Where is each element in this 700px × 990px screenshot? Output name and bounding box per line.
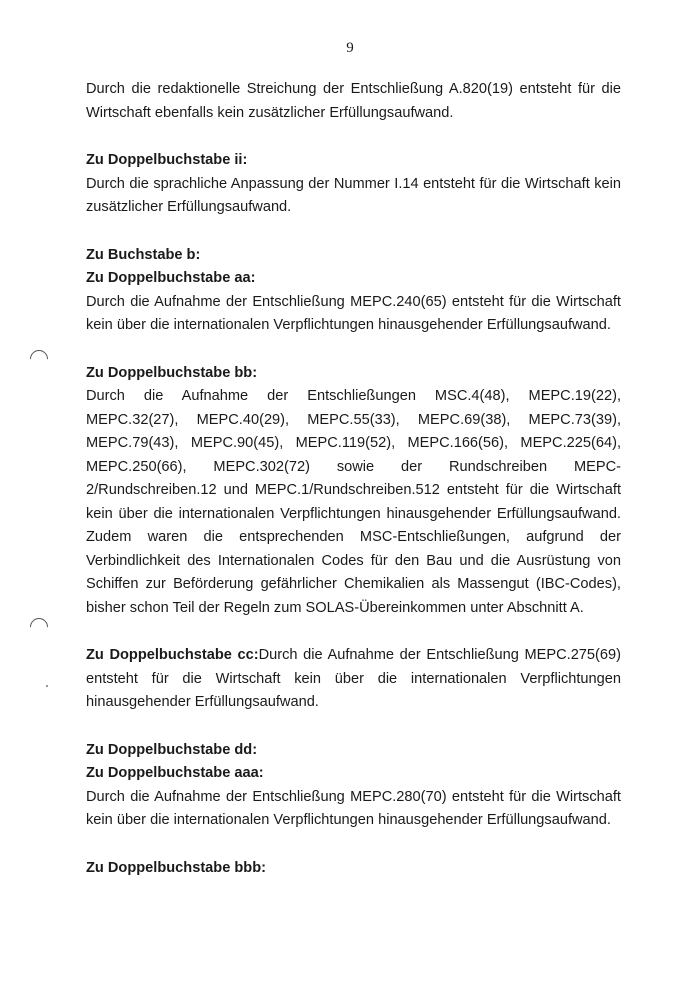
scan-speck (46, 685, 48, 687)
document-body (86, 78, 621, 880)
paragraph-cc: Durch die Aufnahme der Entschließung MEPC.275(69) entsteht für die Wirtschaft kein über die internationalen Verpflichtungen hinausgehender Erfüllungsaufwand. (86, 647, 621, 710)
paragraph-bb: Durch die Aufnahme der Entschließungen MSC.4(48), MEPC.19(22), MEPC.32(27), MEPC.40(29), MEPC.55(33), MEPC.69(38), MEPC.73(39), MEPC.79(43), MEPC.90(45), MEPC.119(52), MEPC.166(56), MEPC.225(64), MEPC.250(66), MEPC.302(72) sowie der Rundschreiben MEPC-2/Rundschreiben.12 und MEPC.1/Rundschreiben.512 entsteht für die Wirtschaft kein über die internationalen Verpflichtungen hinausgehender Erfüllungsaufwand. Zudem waren die entsprechenden MSC-Entschließungen, aufgrund der Verbindlichkeit des Internationalen Codes für den Bau und die Ausrüstung von Schiffen zur Beförderung gefährlicher Chemikalien als Massengut (IBC-Codes), bisher schon Teil der Regeln zum SOLAS-Übereinkommen unter Abschnitt A. (86, 388, 621, 616)
heading-doppelbuchstabe-bb: Zu Doppelbuchstabe bb: (86, 364, 258, 381)
heading-doppelbuchstabe-cc: Zu Doppelbuchstabe cc: (86, 647, 259, 663)
heading-doppelbuchstabe-bbb: Zu Doppelbuchstabe bbb: (86, 859, 266, 876)
heading-doppelbuchstabe-ii: Zu Doppelbuchstabe ii: (86, 152, 248, 168)
heading-doppelbuchstabe-aa: Zu Doppelbuchstabe aa: (86, 270, 256, 286)
paragraph-streichung: Durch die redaktionelle Streichung der Entschließung A.820(19) entsteht für die Wirtschaft ebenfalls kein zusätzlicher Erfüllungsaufwand. (86, 81, 621, 121)
heading-doppelbuchstabe-dd: Zu Doppelbuchstabe dd: (86, 741, 258, 758)
paragraph-aaa: Durch die Aufnahme der Entschließung MEPC.280(70) entsteht für die Wirtschaft kein über die internationalen Verpflichtungen hinausgehender Erfüllungsaufwand. (86, 788, 621, 828)
paragraph-cc-block (86, 644, 621, 715)
page-number: 9 (346, 40, 354, 56)
heading-doppelbuchstabe-aaa: Zu Doppelbuchstabe aaa: (86, 765, 264, 781)
paragraph-aa: Durch die Aufnahme der Entschließung MEPC.240(65) entsteht für die Wirtschaft kein über die internationalen Verpflichtungen hinausgehender Erfüllungsaufwand. (86, 293, 621, 333)
punch-hole-mark-top (26, 346, 51, 371)
punch-hole-mark-bottom (26, 614, 51, 639)
heading-buchstabe-b: Zu Buchstabe b: (86, 246, 201, 263)
paragraph-ii: Durch die sprachliche Anpassung der Nummer I.14 entsteht für die Wirtschaft kein zusätzlicher Erfüllungsaufwand. (86, 175, 621, 215)
